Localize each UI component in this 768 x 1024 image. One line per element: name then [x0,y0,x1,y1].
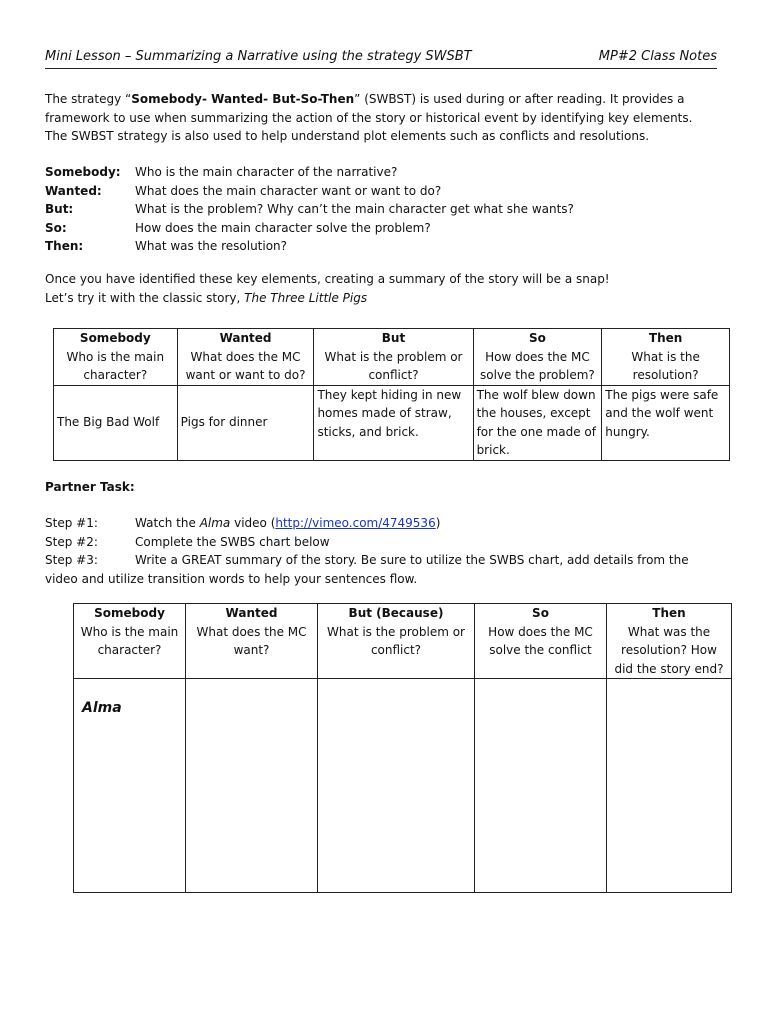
header-title: But (Because) [348,606,444,620]
header-cell [607,604,732,679]
header-title: So [532,606,549,620]
header-cell [473,329,602,386]
header-sub: What is the resolution? [631,349,700,382]
header-cell [186,604,318,679]
step-text-mid: video ( [230,516,276,530]
table-cell: Pigs for dinner [177,385,314,460]
intro-post: ” (SWBST) is used during or after reading. It provides a framework to use when summarizing the action of the story or historical event by identifying key elements. The SWBST strategy is also used to help understand plot elements such as conflicts and resolutions. [45,92,693,143]
definition-row [45,219,717,238]
definition-term: Somebody: [45,165,121,179]
header-sub: What was the resolution? How did the story end? [614,624,724,676]
header-cell [475,604,607,679]
step-text: Write a GREAT summary of the story. Be sure to utilize the SWBS chart, add details from the [135,553,689,567]
definition-text: What does the main character want or want to do? [135,183,442,198]
header-sub: What is the problem or conflict? [324,349,463,382]
step-text-post: ) [435,516,441,530]
header-cell [314,329,473,386]
but-answer-cell[interactable] [318,679,475,893]
step-row [45,551,717,588]
partner-task-title: Partner Task: [45,480,135,494]
intro-pre: The strategy “ [45,92,132,106]
definitions-list [45,163,717,256]
header-title: But [381,331,406,345]
step-text-pre: Watch the [135,516,200,530]
table-row [54,385,730,460]
snap-paragraph [45,270,717,307]
header-sub: What does the MC want? [196,624,307,657]
header-title: Somebody [94,606,165,620]
table-cell: The wolf blew down the houses, except for the one made of brick. [473,385,602,460]
header-title: So [528,331,546,345]
so-answer-cell[interactable] [475,679,607,893]
table-cell: The Big Bad Wolf [54,385,178,460]
header-sub: How does the MC solve the problem? [480,349,595,382]
snap-line-2-pre: Let’s try it with the classic story, [45,290,245,305]
table-row [74,679,732,893]
snap-line-1: Once you have identified these key elements, creating a summary of the story will be a snap! [45,272,610,286]
header-title: Wanted [225,606,278,620]
step-label: Step #1: [45,516,98,530]
header-sub: How does the MC solve the conflict [488,624,593,657]
lesson-title: Mini Lesson – Summarizing a Narrative using the strategy SWSBT [45,49,472,64]
header-sub: What does the MC want or want to do? [185,349,306,382]
header-title: Then [652,606,686,620]
header-sub: Who is the main character? [66,349,165,382]
partner-steps [45,514,717,588]
header-sub: Who is the main character? [80,624,179,657]
definition-term: Then: [45,239,84,253]
wanted-answer-cell[interactable] [186,679,318,893]
snap-line-2 [45,289,717,308]
definition-text: What was the resolution? [135,239,288,253]
table-header-row [54,329,730,386]
header-cell [74,604,186,679]
header-title: Somebody [79,331,151,345]
example-swbst-table [53,328,730,461]
video-title: Alma [199,516,231,530]
page-header [45,48,717,69]
class-notes-label: MP#2 Class Notes [598,49,717,64]
header-cell [177,329,314,386]
step-label: Step #3: [45,553,98,567]
definition-text: Who is the main character of the narrative? [135,165,398,179]
then-answer-cell[interactable] [607,679,732,893]
definition-row [45,200,717,219]
table-header-row [74,604,732,679]
step-row [45,533,717,552]
definition-text: What is the problem? Why can’t the main character get what she wants? [135,202,574,216]
table-cell: They kept hiding in new homes made of straw, sticks, and brick. [314,385,473,460]
step-label: Step #2: [45,534,98,549]
definition-term: But: [45,202,74,216]
intro-paragraph [45,90,717,146]
somebody-answer-cell[interactable]: Alma [74,679,186,893]
story-title: The Three Little Pigs [244,290,368,305]
header-cell [318,604,475,679]
header-cell [602,329,730,386]
definition-term: So: [45,220,67,235]
step-text [45,514,717,533]
header-title: Wanted [219,331,272,345]
definition-row [45,163,717,182]
definition-term: Wanted: [45,183,102,198]
table-cell: The pigs were safe and the wolf went hungry. [602,385,730,460]
video-link[interactable]: http://vimeo.com/4749536 [275,516,436,530]
header-title: Then [648,331,683,345]
step-text-continued: video and utilize transition words to help your sentences flow. [45,571,418,586]
step-row [45,514,717,533]
alma-swbs-chart [73,603,732,893]
definition-row [45,237,717,256]
header-cell [54,329,178,386]
definition-text: How does the main character solve the problem? [135,220,431,235]
header-sub: What is the problem or conflict? [327,624,465,657]
definition-row [45,182,717,201]
strategy-name: Somebody- Wanted- But-So-Then [131,92,355,106]
step-text: Complete the SWBS chart below [135,534,330,549]
